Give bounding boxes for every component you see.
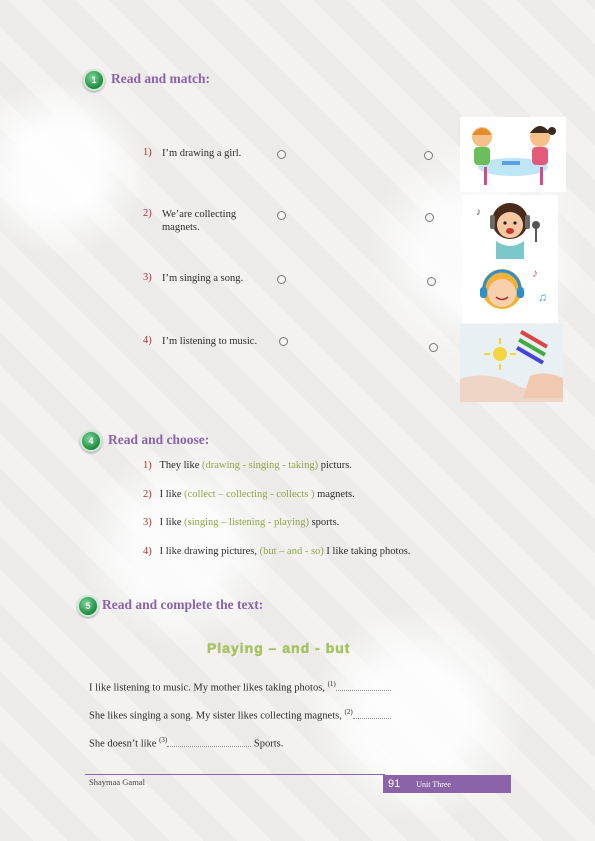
section-number-icon: 1 xyxy=(83,69,105,91)
match-dot-right[interactable] xyxy=(425,213,434,222)
item-text-after: picturs. xyxy=(318,460,352,471)
item-text: We’are collecting magnets. xyxy=(162,209,237,233)
line-text: She doesn’t like xyxy=(89,738,160,750)
item-text-before: They like xyxy=(159,460,203,471)
item-number: 2) xyxy=(143,489,152,500)
item-text: I’m singing a song. xyxy=(162,273,244,284)
section-number-icon: 5 xyxy=(77,595,99,617)
item-number: 2) xyxy=(143,208,152,219)
svg-text:♪: ♪ xyxy=(532,266,538,280)
text-line xyxy=(89,734,283,751)
page-number: 91 xyxy=(388,778,401,790)
answer-blank[interactable] xyxy=(336,681,391,691)
section-number-icon: 4 xyxy=(80,430,102,452)
item-number: 4) xyxy=(143,546,152,557)
choose-item xyxy=(143,459,352,472)
line-text: She likes singing a song. My sister likes collecting magnets, xyxy=(89,710,345,722)
svg-text:♪: ♪ xyxy=(476,207,481,218)
answer-blank[interactable] xyxy=(167,737,251,747)
match-dot-right[interactable] xyxy=(427,277,436,286)
girl-singing-picture xyxy=(462,195,558,261)
blank-mark: (1) xyxy=(327,680,336,688)
item-options: (drawing - singing - taking) xyxy=(202,460,319,471)
match-dot-left[interactable] xyxy=(279,337,288,346)
match-dot-left[interactable] xyxy=(277,211,286,220)
unit-label: Unit Three xyxy=(416,779,451,789)
item-number: 1) xyxy=(143,460,152,471)
item-number: 1) xyxy=(143,147,152,158)
blank-mark: (3) xyxy=(159,736,168,744)
kids-drawing-picture xyxy=(460,117,566,192)
section-title: Read and choose: xyxy=(108,432,210,447)
blank-mark: (2) xyxy=(344,708,353,716)
item-options: (but – and - so) xyxy=(259,546,324,557)
footer-rule xyxy=(85,774,385,775)
footer-bar xyxy=(383,775,511,793)
line-text-after: Sports. xyxy=(251,738,284,750)
item-number: 3) xyxy=(143,517,152,528)
item-text-before: I like xyxy=(159,489,185,500)
match-dot-left[interactable] xyxy=(277,150,286,159)
footer-author: Shaymaa Gamal xyxy=(89,777,145,787)
choose-item xyxy=(143,516,339,529)
item-number: 3) xyxy=(143,272,152,283)
section-title: Read and complete the text: xyxy=(102,597,264,612)
item-text-after: sports. xyxy=(308,517,340,528)
section-title: Read and match: xyxy=(111,71,211,86)
item-options: (collect – collecting - collects ) xyxy=(184,489,315,500)
match-dot-left[interactable] xyxy=(277,275,286,284)
text-line xyxy=(89,706,391,723)
choose-item xyxy=(143,488,355,501)
item-text-after: magnets. xyxy=(314,489,355,500)
text-line xyxy=(89,678,391,695)
item-number: 4) xyxy=(143,335,152,346)
answer-blank[interactable] xyxy=(353,709,391,719)
svg-text:♫: ♫ xyxy=(538,290,547,304)
word-box: Playing – and - but xyxy=(207,640,351,656)
girl-headphones-picture xyxy=(462,259,558,323)
item-text-before: I like drawing pictures, xyxy=(159,546,260,557)
match-dot-right[interactable] xyxy=(429,343,438,352)
hand-drawing-picture xyxy=(460,324,563,402)
item-text: I’m drawing a girl. xyxy=(162,148,242,159)
choose-item xyxy=(143,545,410,558)
line-text: I like listening to music. My mother likes taking photos, xyxy=(89,682,328,694)
item-text: I’m listening to music. xyxy=(162,336,258,347)
item-text-after: I like taking photos. xyxy=(323,546,411,557)
match-dot-right[interactable] xyxy=(424,151,433,160)
item-options: (singing – listening - playing) xyxy=(184,517,309,528)
item-text-before: I like xyxy=(159,517,185,528)
